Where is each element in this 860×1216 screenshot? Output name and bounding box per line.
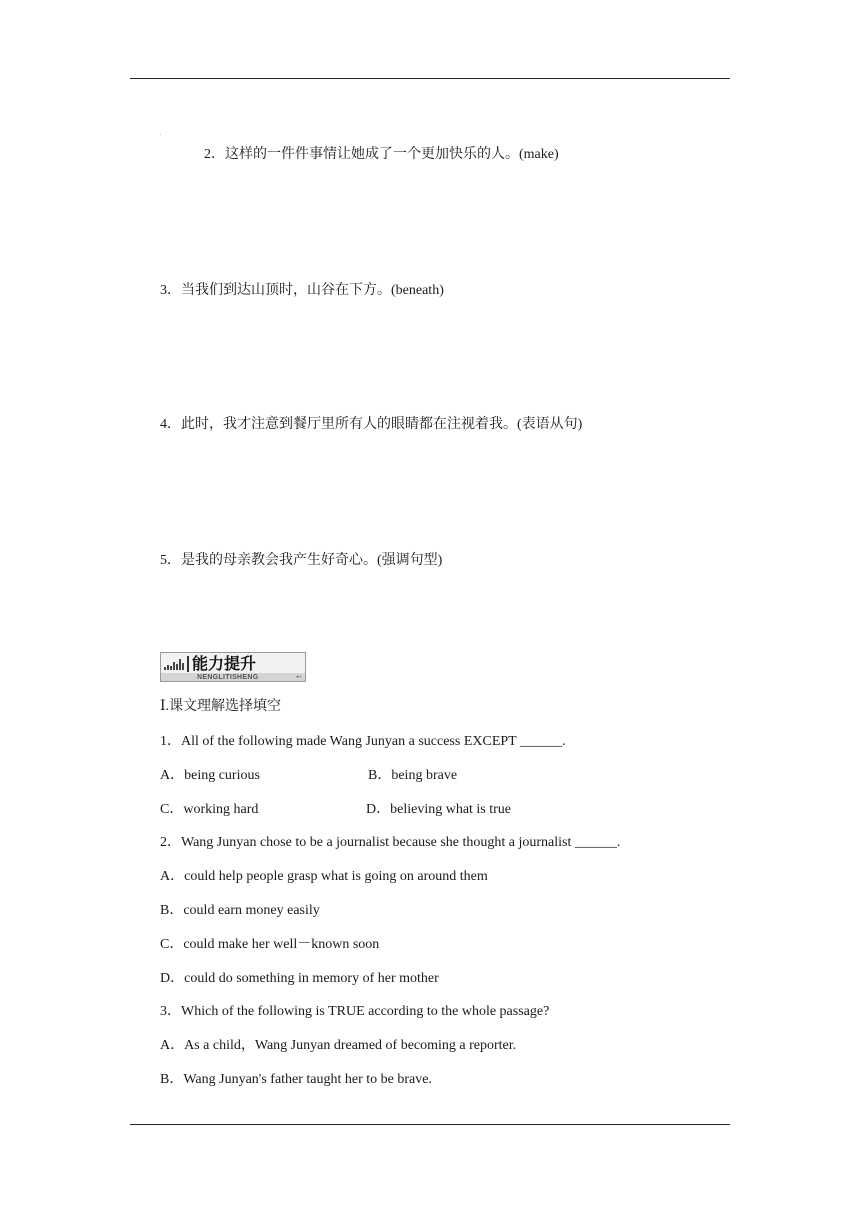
- question-1-option-c: C．working hard: [160, 802, 259, 817]
- translation-item-4: 4．此时，我才注意到餐厅里所有人的眼睛都在注视着我。(表语从句): [160, 417, 583, 432]
- banner-title: 能力提升: [192, 654, 257, 673]
- question-1-option-b: B．being brave: [368, 768, 458, 783]
- question-2-option-a: A．could help people grasp what is going on around them: [160, 869, 488, 884]
- arrow-left-icon: ←: [296, 673, 302, 681]
- question-3-stem: 3．Which of the following is TRUE according to the whole passage?: [160, 1004, 550, 1019]
- banner-subtitle: NENGLITISHENG: [197, 674, 259, 681]
- footer-rule: [130, 1124, 730, 1125]
- question-2-stem: 2．Wang Junyan chose to be a journalist because she thought a journalist ______.: [160, 835, 621, 850]
- translation-item-5: 5．是我的母亲教会我产生好奇心。(强调句型): [160, 553, 443, 568]
- question-3-option-b: B．Wang Junyan's father taught her to be brave.: [160, 1072, 432, 1087]
- translation-item-3: 3．当我们到达山顶时，山谷在下方。(beneath): [160, 283, 444, 298]
- translation-item-2: 2．这样的一件件事情让她成了一个更加快乐的人。(make): [204, 147, 559, 162]
- question-2-option-c: C．could make her well－known soon: [160, 937, 380, 952]
- question-1-option-d: D．believing what is true: [366, 802, 512, 817]
- header-rule: [130, 78, 730, 79]
- question-3-option-a: A．As a child，Wang Junyan dreamed of becoming a reporter.: [160, 1038, 517, 1053]
- question-1-stem: 1．All of the following made Wang Junyan a success EXCEPT ______.: [160, 734, 566, 749]
- scan-speck: [160, 134, 161, 135]
- question-2-option-d: D．could do something in memory of her mother: [160, 971, 439, 986]
- section-banner: [160, 652, 306, 682]
- question-2-option-b: B．could earn money easily: [160, 903, 320, 918]
- banner-divider: [187, 656, 189, 672]
- section-heading: Ⅰ.课文理解选择填空: [160, 699, 282, 714]
- signal-bars-icon: [163, 656, 187, 672]
- question-1-option-a: A．being curious: [160, 768, 260, 783]
